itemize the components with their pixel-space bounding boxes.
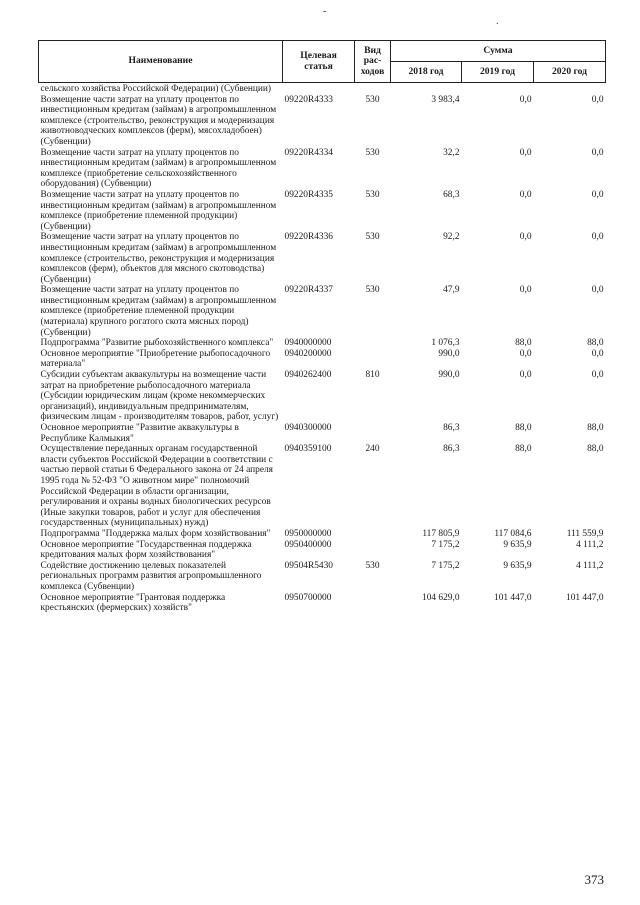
row-type: 530 xyxy=(365,147,380,158)
table-row xyxy=(39,190,606,232)
row-value-2019: 88,0 xyxy=(515,338,532,349)
header-sum: Сумма xyxy=(391,41,606,62)
row-value-2020 xyxy=(534,83,606,95)
table-body xyxy=(39,83,606,614)
row-code: 0950700000 xyxy=(284,592,332,603)
row-value-2019: 117 084,6 xyxy=(494,528,532,539)
page-number: 373 xyxy=(584,872,604,887)
row-value-2020: 4 111,2 xyxy=(576,539,604,550)
row-value-2020: 0,0 xyxy=(591,147,604,158)
row-value-2019: 0,0 xyxy=(519,348,532,359)
row-code: 09220R4334 xyxy=(284,147,333,158)
row-value-2019: 0,0 xyxy=(519,370,532,381)
table-row xyxy=(39,540,606,561)
table-row xyxy=(39,232,606,285)
row-type: 530 xyxy=(365,232,380,243)
table-row xyxy=(39,593,606,614)
row-value-2019: 0,0 xyxy=(519,189,532,200)
row-type xyxy=(355,349,391,370)
table-row xyxy=(39,423,606,444)
row-value-2018: 92,2 xyxy=(443,232,460,243)
row-type xyxy=(355,529,391,540)
row-type: 530 xyxy=(365,189,380,200)
header-name: Наименование xyxy=(39,41,283,83)
row-name: Содействие достижению целевых показателей региональных программ развития агропромышленного комплекса (Субвенции) xyxy=(40,560,262,592)
row-value-2020: 0,0 xyxy=(591,189,604,200)
header-type: Вид рас-ходов xyxy=(355,41,391,83)
row-code: 0950400000 xyxy=(284,539,332,550)
row-value-2018: 86,3 xyxy=(443,444,460,455)
header-year-2018: 2018 год xyxy=(391,62,462,83)
row-value-2018: 68,3 xyxy=(443,189,460,200)
row-value-2018: 32,2 xyxy=(443,147,460,158)
row-code: 0950000000 xyxy=(284,528,332,539)
row-value-2019: 101 447,0 xyxy=(494,592,532,603)
row-code: 09504R5430 xyxy=(284,560,333,571)
table-row xyxy=(39,95,606,148)
row-value-2020: 0,0 xyxy=(591,285,604,296)
row-code: 09220R4335 xyxy=(284,189,333,200)
row-code: 0940300000 xyxy=(284,423,332,433)
row-value-2018: 7 175,2 xyxy=(431,539,460,550)
row-name: Подпрограмма "Поддержка малых форм хозяйствования" xyxy=(40,528,271,539)
row-name: Основное мероприятие "Грантовая поддержка крестьянских (фермерских) хозяйств" xyxy=(40,592,226,614)
row-value-2020: 0,0 xyxy=(591,370,604,381)
row-value-2020: 0,0 xyxy=(591,348,604,359)
row-code: 0940200000 xyxy=(284,348,332,359)
row-value-2019: 88,0 xyxy=(515,444,532,455)
table-header xyxy=(39,41,606,83)
header-year-2019: 2019 год xyxy=(462,62,534,83)
row-code: 0940359100 xyxy=(284,444,332,455)
row-name: Осуществление переданных органам государственной власти субъектов Российской Федерации в соответствии с частью первой статьи 6 Федерального закона от 24 апреля 1995 года № 52-ФЗ "О животном мире" полномочий Российской Федерации в области организации, регулирования и охраны водных биологических ресурсов (Иные закупки товаров, работ и услуг для обеспечения государственных (муниципальных) нужд) xyxy=(40,444,273,529)
table-row xyxy=(39,338,606,349)
row-name: Основное мероприятие "Приобретение рыбопосадочного материала" xyxy=(40,348,271,370)
row-value-2020: 101 447,0 xyxy=(566,592,604,603)
table-row xyxy=(39,529,606,540)
table-row xyxy=(39,561,606,593)
table-row xyxy=(39,444,606,529)
row-value-2018 xyxy=(391,83,462,95)
row-type: 530 xyxy=(365,560,380,571)
row-type: 530 xyxy=(365,285,380,296)
row-code: 0940262400 xyxy=(284,370,332,381)
table-row xyxy=(39,370,606,423)
table-row xyxy=(39,285,606,338)
row-value-2018: 86,3 xyxy=(443,423,460,433)
scan-mark: - xyxy=(323,6,327,17)
header-year-2020: 2020 год xyxy=(534,62,606,83)
row-value-2020: 88,0 xyxy=(587,338,604,349)
row-type: 530 xyxy=(365,94,380,105)
row-value-2018: 1 076,3 xyxy=(431,338,460,349)
row-type xyxy=(355,593,391,614)
row-value-2019: 0,0 xyxy=(519,232,532,243)
row-value-2020: 0,0 xyxy=(591,94,604,105)
row-value-2019: 0,0 xyxy=(519,147,532,158)
row-type xyxy=(355,83,391,95)
row-type xyxy=(355,423,391,444)
row-name: Подпрограмма "Развитие рыбохозяйственного комплекса" xyxy=(40,338,274,349)
row-code xyxy=(283,83,355,95)
header-code: Целевая статья xyxy=(283,41,355,83)
scan-mark: . xyxy=(496,16,499,27)
row-value-2018: 104 629,0 xyxy=(422,592,460,603)
row-name: сельского хозяйства Российской Федерации) (Субвенции) xyxy=(40,84,272,94)
row-value-2018: 7 175,2 xyxy=(431,560,460,571)
row-type xyxy=(355,540,391,561)
row-value-2019: 9 635,9 xyxy=(503,560,532,571)
row-value-2020: 4 111,2 xyxy=(576,560,604,571)
row-value-2018: 990,0 xyxy=(438,370,460,381)
row-type: 240 xyxy=(365,444,380,455)
row-code: 09220R4336 xyxy=(284,232,333,243)
row-value-2020: 111 559,9 xyxy=(566,528,604,539)
row-value-2018: 3 983,4 xyxy=(431,94,460,105)
row-name: Возмещение части затрат на уплату процентов по инвестиционным кредитам (займам) в агропромышленном комплексе (строительство, реконструкция и модернизация комплексов (ферм), объектов для мясного скотоводства) (Субвенции) xyxy=(40,232,277,285)
row-type xyxy=(355,338,391,349)
row-value-2019: 0,0 xyxy=(519,94,532,105)
row-value-2020: 88,0 xyxy=(587,423,604,433)
row-value-2020: 88,0 xyxy=(587,444,604,455)
row-code: 09220R4333 xyxy=(284,94,333,105)
row-name: Возмещение части затрат на уплату процентов по инвестиционным кредитам (займам) в агропромышленном комплексе (приобретение сельскохозяйственного оборудования) (Субвенции) xyxy=(40,147,277,190)
row-name: Основное мероприятие "Государственная поддержка кредитования малых форм хозяйствования" xyxy=(40,539,252,561)
budget-table xyxy=(38,40,606,614)
row-name: Основное мероприятие "Развитие аквакультуры в Республике Калмыкия" xyxy=(40,423,239,444)
row-code: 09220R4337 xyxy=(284,285,333,296)
row-name: Возмещение части затрат на уплату процентов по инвестиционным кредитам (займам) в агропромышленном комплексе (приобретение племенной продукции) (Субвенции) xyxy=(40,189,277,232)
row-type: 810 xyxy=(365,370,380,381)
row-name: Возмещение части затрат на уплату процентов по инвестиционным кредитам (займам) в агропромышленном комплексе (строительство, реконструкция и модернизация животноводческих комплексов (ферм), мясохладобоен) (Субвенции) xyxy=(40,94,277,147)
row-value-2018: 117 805,9 xyxy=(422,528,460,539)
table-row xyxy=(39,349,606,370)
row-value-2020: 0,0 xyxy=(591,232,604,243)
table-row xyxy=(39,148,606,190)
row-name: Субсидии субъектам аквакультуры на возмещение части затрат на приобретение рыбопосадочного материала (Субсидии юридическим лицам (кроме некоммерческих организаций), индивидуальным предпринимателям, физическим лицам - производителям товаров, работ, услуг) xyxy=(40,370,279,423)
row-value-2018: 47,9 xyxy=(443,285,460,296)
row-code: 0940000000 xyxy=(284,338,332,349)
row-value-2019 xyxy=(462,83,534,95)
row-value-2018: 990,0 xyxy=(438,348,460,359)
row-name: Возмещение части затрат на уплату процентов по инвестиционным кредитам (займам) в агропромышленном комплексе (приобретение племенной продукции (материала) крупного рогатого скота мясных пород) (Субвенции) xyxy=(40,285,277,338)
row-value-2019: 0,0 xyxy=(519,285,532,296)
table-row xyxy=(39,83,606,95)
row-value-2019: 9 635,9 xyxy=(503,539,532,550)
row-value-2019: 88,0 xyxy=(515,423,532,433)
